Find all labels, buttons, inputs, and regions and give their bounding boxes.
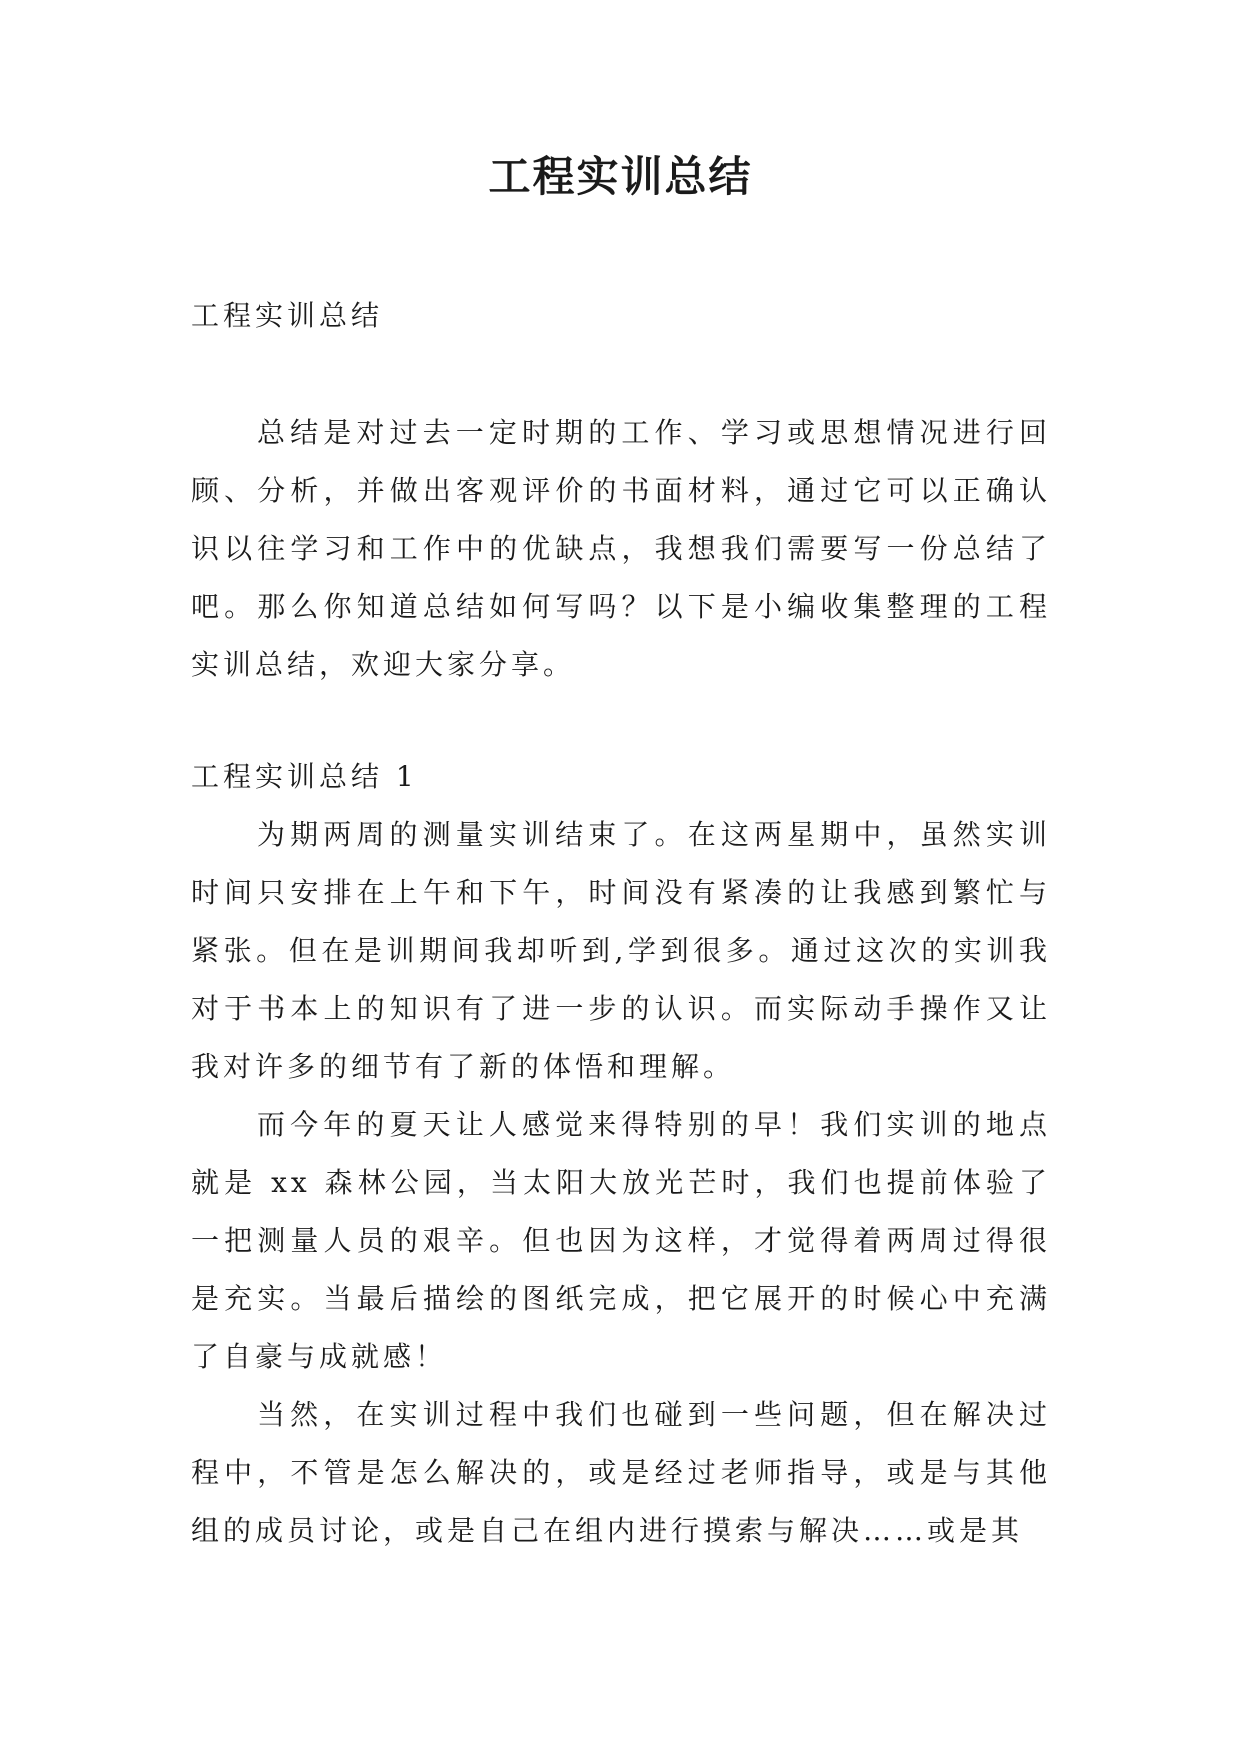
- section-1-paragraph-3: 当然，在实训过程中我们也碰到一些问题，但在解决过程中，不管是怎么解决的，或是经过老师指导，或是与其他组的成员讨论，或是自己在组内进行摸索与解决……或是其: [191, 1398, 1051, 1547]
- document-title: 工程实训总结: [488, 152, 753, 201]
- document-subtitle: 工程实训总结: [191, 299, 384, 332]
- section-1-paragraph-2: 而今年的夏天让人感觉来得特别的早！我们实训的地点就是 xx 森林公园，当太阳大放光芒时，我们也提前体验了一把测量人员的艰辛。但也因为这样，才觉得着两周过得很是充实。当最后描绘的图纸完成，把它展开的时候心中充满了自豪与成就感！: [191, 1108, 1051, 1373]
- intro-paragraph: 总结是对过去一定时期的工作、学习或思想情况进行回顾、分析，并做出客观评价的书面材料，通过它可以正确认识以往学习和工作中的优缺点，我想我们需要写一份总结了吧。那么你知道总结如何写吗？以下是小编收集整理的工程实训总结，欢迎大家分享。: [191, 416, 1051, 681]
- section-1-heading: 工程实训总结 1: [191, 760, 418, 793]
- section-1-paragraph-1: 为期两周的测量实训结束了。在这两星期中，虽然实训时间只安排在上午和下午，时间没有紧凑的让我感到繁忙与紧张。但在是训期间我却听到,学到很多。通过这次的实训我对于书本上的知识有了进一步的认识。而实际动手操作又让我对许多的细节有了新的体悟和理解。: [191, 818, 1051, 1083]
- section-1-body: [191, 806, 1051, 1560]
